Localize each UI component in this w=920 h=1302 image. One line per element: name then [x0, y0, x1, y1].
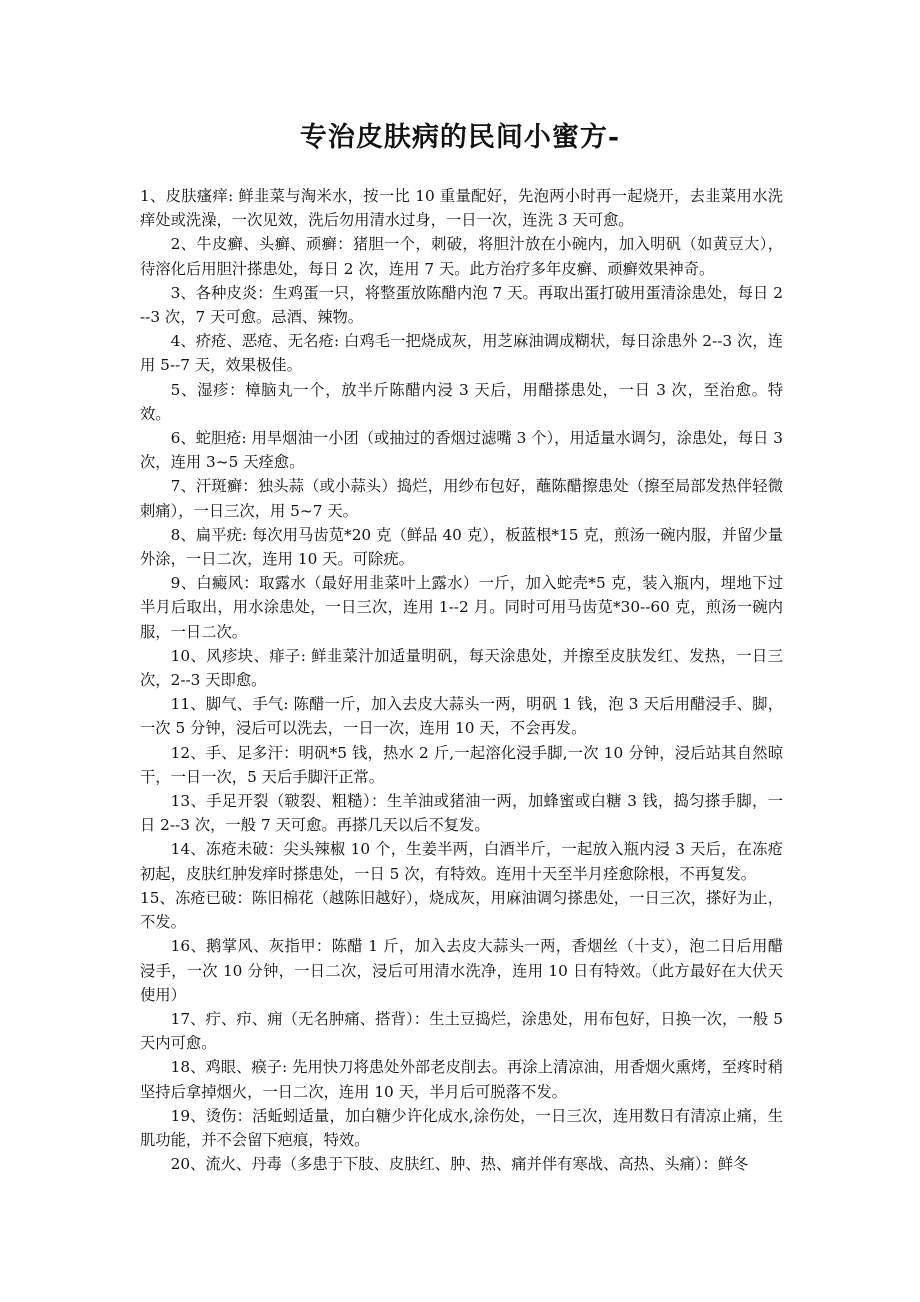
remedy-paragraph-16: 16、鹅掌风、灰指甲：陈醋 1 斤，加入去皮大蒜头一两，香烟丝（十支），泡二日后用醋浸手，一次 10 分钟，一日二次，浸后可用清水洗净，连用 10 日有特效。（此方最好在大伏天使用）	[140, 937, 783, 1004]
remedy-paragraph-20: 20、流火、丹毒（多患于下肢、皮肤红、肿、热、痛并伴有寒战、高热、头痛）：鲜冬	[170, 1155, 749, 1174]
remedy-paragraph-14: 14、冻疮未破：尖头辣椒 10 个，生姜半两，白酒半斤，一起放入瓶内浸 3 天后，在冻疮初起，皮肤红肿发痒时搽患处，一日 5 次，有特效。连用十天至半月痊愈除根，不再复发。	[140, 840, 783, 883]
remedy-paragraph-17: 17、疔、疖、痈（无名肿痛、搭背）：生土豆捣烂，涂患处，用布包好，日换一次，一般 5 天内可愈。	[140, 1009, 783, 1053]
remedy-paragraph-15: 15、冻疮已破：陈旧棉花（越陈旧越好），烧成灰，用麻油调匀搽患处，一日三次，搽好为止，不发。	[140, 888, 783, 932]
remedy-paragraph-12: 12、手、足多汗：明矾*5 钱，热水 2 斤,一起溶化浸手脚,一次 10 分钟，浸后站其自然晾干，一日一次，5 天后手脚汗正常。	[140, 743, 783, 786]
remedy-paragraph-9: 9、白癜风：取露水（最好用韭菜叶上露水）一斤，加入蛇壳*5 克，装入瓶内，埋地下过半月后取出，用水涂患处，一日三次，连用 1--2 月。同时可用马齿苋*30--60 克，煎汤一碗内服，一日二次。	[140, 574, 783, 641]
remedy-paragraph-1: 1、皮肤瘙痒: 鲜韭菜与淘米水，按一比 10 重量配好，先泡两小时再一起烧开，去韭菜用水洗痒处或洗澡，一次见效，洗后勿用清水过身，一日一次，连洗 3 天可愈。	[140, 187, 783, 230]
remedy-paragraph-11: 11、脚气、手气: 陈醋一斤，加入去皮大蒜头一两，明矾 1 钱，泡 3 天后用醋浸手、脚，一次 5 分钟，浸后可以洗去，一日一次，连用 10 天，不会再发。	[140, 695, 783, 738]
remedy-paragraph-4: 4、疥疮、恶疮、无名疮: 白鸡毛一把烧成灰，用芝麻油调成糊状，每日涂患外 2--3 次，连用 5--7 天，效果极佳。	[140, 332, 783, 375]
document-body	[140, 184, 783, 1176]
remedy-paragraph-19: 19、烫伤：活蚯蚓适量，加白糖少许化成水,涂伤处，一日三次，连用数日有清凉止痛，生肌功能，并不会留下疤痕，特效。	[140, 1106, 783, 1149]
remedy-paragraph-8: 8、扁平疣: 每次用马齿苋*20 克（鲜品 40 克），板蓝根*15 克，煎汤一碗内服，并留少量外涂，一日二次，连用 10 天。可除疣。	[140, 525, 783, 569]
remedy-paragraph-6: 6、蛇胆疮: 用旱烟油一小团（或抽过的香烟过滤嘴 3 个），用适量水调匀，涂患处，每日 3 次，连用 3~5 天痊愈。	[140, 429, 783, 472]
document-title: 专治皮肤病的民间小蜜方-	[299, 122, 621, 153]
remedy-paragraph-18: 18、鸡眼、瘊子: 先用快刀将患处外部老皮削去。再涂上清凉油，用香烟火熏烤，至疼时稍坚持后拿掉烟火，一日二次，连用 10 天，半月后可脱落不发。	[140, 1058, 783, 1101]
remedy-paragraph-7: 7、汗斑癣：独头蒜（或小蒜头）捣烂，用纱布包好，蘸陈醋擦患处（擦至局部发热伴轻微刺痛），一日三次，用 5~7 天。	[140, 477, 783, 520]
remedy-paragraph-5: 5、湿疹：樟脑丸一个，放半斤陈醋内浸 3 天后，用醋搽患处，一日 3 次，至治愈。特效。	[140, 380, 783, 423]
remedy-paragraph-2: 2、牛皮癣、头癣、顽癣：猪胆一个，刺破，将胆汁放在小碗内，加入明矾（如黄豆大），待溶化后用胆汁搽患处，每日 2 次，连用 7 天。此方治疗多年皮癣、顽癣效果神奇。	[140, 235, 783, 278]
remedy-paragraph-3: 3、各种皮炎：生鸡蛋一只，将整蛋放陈醋内泡 7 天。再取出蛋打破用蛋清涂患处，每日 2--3 次，7 天可愈。忌酒、辣物。	[140, 283, 783, 327]
remedy-paragraph-10: 10、风疹块、痱子: 鲜韭菜汁加适量明矾，每天涂患处，并擦至皮肤发红、发热，一日三次，2--3 天即愈。	[140, 646, 783, 690]
remedy-paragraph-13: 13、手足开裂（皲裂、粗糙）：生羊油或猪油一两，加蜂蜜或白糖 3 钱，捣匀搽手脚，一日 2--3 次，一般 7 天可愈。再搽几天以后不复发。	[140, 792, 783, 835]
